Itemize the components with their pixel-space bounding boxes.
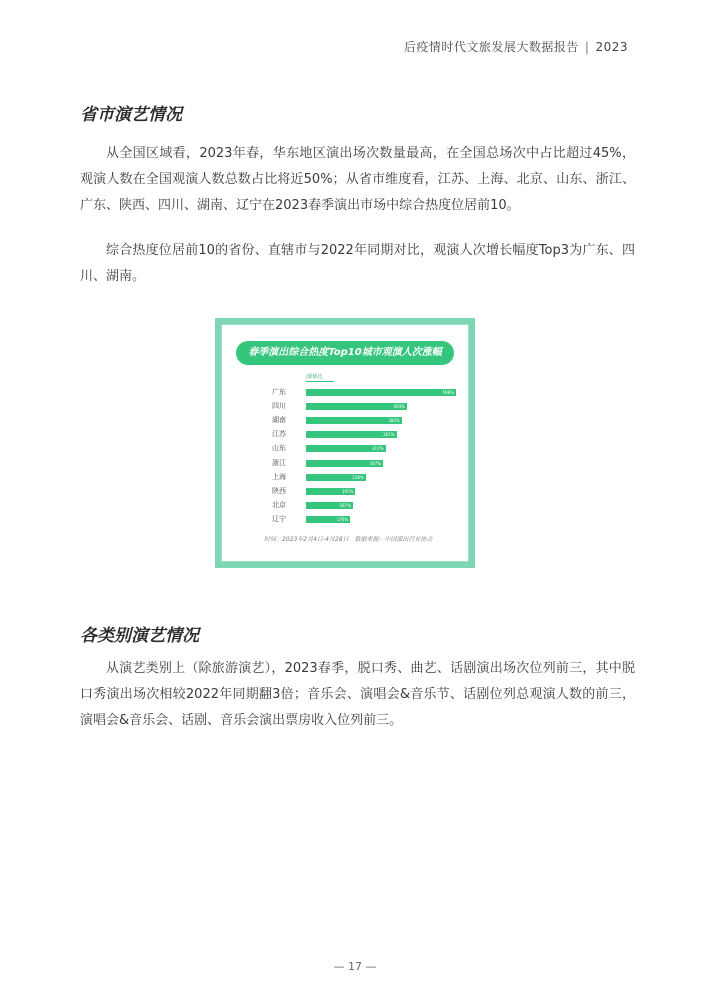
chart-note-source: 数据来源：中国演出行业协会 [354, 536, 433, 543]
page-number: — 17 — [333, 960, 377, 973]
bar-mark [306, 431, 397, 438]
bar-category-label: 广东 [272, 388, 286, 396]
chart-panel [221, 324, 469, 562]
bar-row [272, 442, 462, 455]
bar-row [272, 457, 462, 470]
section-heading-categories: 各类别演艺情况 [80, 626, 199, 646]
header-separator: | [584, 40, 590, 54]
bar-category-label: 上海 [272, 472, 286, 481]
bar-mark [306, 502, 353, 509]
bar-value-label: 307% [369, 460, 381, 466]
bar-row [272, 386, 462, 399]
bar-category-label: 湖南 [272, 416, 286, 425]
bar-category-label: 四川 [272, 402, 286, 411]
bar-mark [306, 417, 402, 424]
bar-value-label: 197% [341, 488, 354, 494]
bar-mark [306, 516, 350, 523]
bar-value-label: 238% [352, 474, 364, 480]
paragraph-provinces-2: 综合热度位居前10的省份、直辖市与2022年同期对比，观演人次增长幅度Top3为广东、四川、湖南。 [80, 243, 635, 284]
page-header [404, 38, 628, 55]
chart-figure [215, 318, 475, 568]
bar-mark [306, 403, 407, 410]
bar-row [272, 499, 462, 512]
bar-value-label: 176% [336, 516, 349, 522]
bar-row [272, 414, 462, 427]
bar-mark [306, 474, 366, 481]
bar-value-label: 403% [393, 404, 406, 410]
bar-category-label: 陕西 [272, 486, 286, 495]
bar-mark [306, 445, 386, 452]
bar-row [272, 400, 462, 413]
bar-value-label: 382% [388, 418, 400, 424]
section-heading-provinces: 省市演艺情况 [80, 105, 182, 125]
bar-value-label: 187% [339, 502, 351, 508]
bar-mark [306, 389, 456, 396]
chart-unit-label: /涨幅比 [306, 374, 323, 380]
bar-value-label: 598% [442, 390, 454, 395]
paragraph-categories: 从演艺类别上（除旅游演艺），2023春季，脱口秀、曲艺、话剧演出场次位列前三，其中脱口秀演出场次相较2022年同期翻3倍；音乐会、演唱会&音乐节、话剧位列总观演人数的前三，演唱会&音乐会、话剧、音乐会演出票房收入位列前三。 [80, 661, 635, 728]
bar-mark [306, 460, 383, 467]
bar-category-label: 山东 [272, 444, 286, 453]
report-title: 后疫情时代文旅发展大数据报告 [403, 40, 579, 54]
bar-value-label: 361% [383, 432, 395, 438]
bar-value-label: 317% [372, 446, 384, 452]
bar-category-label: 江苏 [272, 430, 286, 439]
bar-category-label: 辽宁 [272, 514, 286, 523]
bar-row [272, 513, 462, 526]
bar-category-label: 北京 [272, 500, 286, 509]
bar-row [272, 485, 462, 498]
chart-note [264, 534, 433, 543]
chart-unit-underline [306, 381, 334, 382]
chart-note-time: 时间：2023年2月4日-4月28日 [264, 536, 349, 543]
bar-category-label: 浙江 [272, 458, 286, 467]
paragraph-provinces-1: 从全国区域看，2023年春，华东地区演出场次数量最高，在全国总场次中占比超过45%，观演人数在全国观演人数总数占比将近50%；从省市维度看，江苏、上海、北京、山东、浙江、广东、陕西、四川、湖南、辽宁在2023春季演出市场中综合热度位居前10。 [80, 146, 635, 213]
bar-row [272, 428, 462, 441]
bar-row [272, 471, 462, 484]
bar-mark [306, 488, 355, 495]
chart-title: 春季演出综合热度Top10城市观演人次涨幅 [236, 341, 454, 365]
report-year: 2023 [595, 40, 628, 54]
